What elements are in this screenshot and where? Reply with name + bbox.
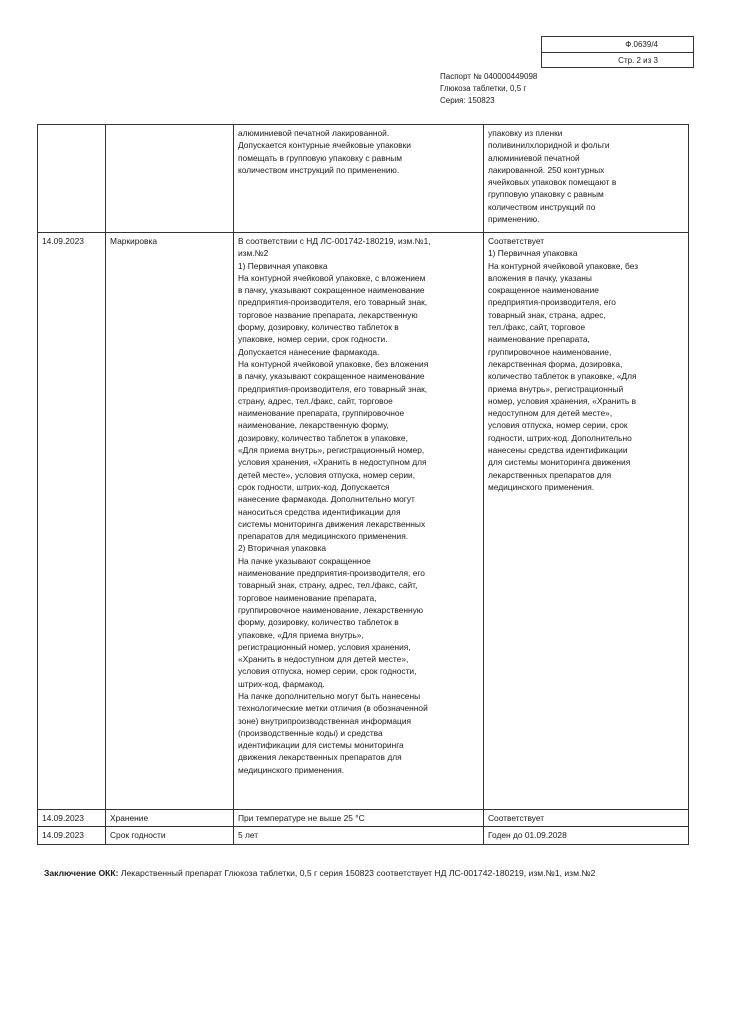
requirement-line: торговое название препарата, лекарственную (238, 309, 418, 320)
result-line: нанесены средства идентификации (488, 445, 628, 456)
requirement-line: «Для приема внутрь», регистрационный номер, (238, 445, 425, 456)
requirement-line: упаковке, «Для приема внутрь», (238, 629, 364, 640)
requirement-line: При температуре не выше 25 °С (238, 813, 365, 823)
result-line: недоступном для детей месте», (488, 408, 613, 419)
requirement-line: условия хранения, «Хранить в недоступном для (238, 457, 427, 468)
result-line: групповую упаковку с равным (488, 189, 604, 200)
passport-header (440, 71, 537, 107)
passport-product: Глюкоза таблетки, 0,5 г (440, 84, 527, 93)
table-row (38, 827, 689, 844)
requirement-line: наноситься средства идентификации для (238, 506, 401, 517)
result-line: предприятия-производителя, его (488, 297, 616, 308)
requirement-line: нанесение фармакода. Дополнительно могут (238, 494, 415, 505)
result-line: для системы мониторинга движения (488, 457, 631, 468)
result-line: лакированной. 250 контурных (488, 164, 605, 175)
test-date: 14.09.2023 (38, 233, 106, 810)
table-row (38, 810, 689, 827)
requirement-cell (234, 125, 484, 233)
requirement-line: количеством инструкций по применению. (238, 164, 400, 175)
result-line: упаковку из пленки (488, 128, 563, 138)
page-number: Стр. 2 из 3 (542, 52, 693, 68)
requirement-line: 2) Вторичная упаковка (238, 543, 327, 554)
requirement-line: препаратов для медицинского применения. (238, 531, 409, 542)
result-line: Соответствует (488, 236, 545, 246)
result-line: лекарственная форма, дозировка, (488, 358, 623, 369)
result-line: 1) Первичная упаковка (488, 248, 578, 259)
requirement-line: товарный знак, страну, адрес, тел./факс, сайт, (238, 580, 418, 591)
requirement-line: На контурной ячейковой упаковке, с вложением (238, 272, 426, 283)
result-line: Соответствует (488, 813, 545, 823)
requirement-line: форму, дозировку, количество таблеток в (238, 322, 399, 333)
conclusion (44, 865, 604, 881)
requirement-line: «Хранить в недоступном для детей месте», (238, 654, 409, 665)
passport-number: Паспорт № 040000449098 (440, 72, 538, 81)
requirement-line: В соответствии с НД ЛС-001742-180219, изм.№1, (238, 236, 431, 246)
result-line: количеством инструкций по (488, 201, 596, 212)
requirement-line: Допускается контурные ячейковые упаковки (238, 140, 411, 151)
requirement-line: в пачку, указывают сокращенное наименование (238, 371, 425, 382)
requirement-line: наименование препарата, группировочное (238, 408, 405, 419)
requirement-line: торговое наименование препарата, (238, 592, 377, 603)
requirement-line: штрих-код, фармакод. (238, 678, 325, 689)
requirement-line: предприятия-производителя, его товарный знак, (238, 297, 428, 308)
result-line: наименование препарата, (488, 334, 590, 345)
test-name: Срок годности (106, 827, 234, 844)
result-line: группировочное наименование, (488, 346, 612, 357)
result-cell (484, 827, 689, 844)
result-line: поливинилхлоридной и фольги (488, 140, 610, 151)
requirement-line: Допускается нанесение фармакода. (238, 346, 380, 357)
requirement-line: форму, дозировку, количество таблеток в (238, 617, 399, 628)
table-row (38, 233, 689, 810)
form-code: Ф.0639/4 (625, 40, 658, 49)
requirement-line: помещать в групповую упаковку с равным (238, 152, 403, 163)
result-line: номер, условия хранения, «Хранить в (488, 395, 637, 406)
result-line: тел./факс, сайт, торговое (488, 322, 586, 333)
requirement-line: зоне) внутрипроизводственная информация (238, 715, 412, 726)
result-line: На контурной ячейковой упаковке, без (488, 260, 639, 271)
requirement-line: страну, адрес, тел./факс, сайт, торговое (238, 395, 393, 406)
requirement-line: идентификации для системы мониторинга (238, 740, 404, 751)
conclusion-text: Лекарственный препарат Глюкоза таблетки, 0,5 г серия 150823 соответствует НД ЛС-001742-180219, изм.№1, изм.№2 (120, 868, 596, 878)
requirement-line: предприятия-производителя, его товарный знак, (238, 383, 428, 394)
result-line: количество таблеток в упаковке, «Для (488, 371, 637, 382)
result-line: условия отпуска, номер серии, срок (488, 420, 628, 431)
test-name (106, 125, 234, 233)
result-cell (484, 810, 689, 827)
result-line: приема внутрь», регистрационный (488, 383, 624, 394)
test-name: Маркировка (106, 233, 234, 810)
result-line: медицинского применения. (488, 481, 595, 492)
requirement-line: детей месте», условия отпуска, номер серии, (238, 469, 416, 480)
requirement-line: регистрационный номер, условия хранения, (238, 641, 411, 652)
result-line: ячейковых упаковок помещают в (488, 177, 617, 188)
requirement-line: упаковке, номер серии, срок годности. (238, 334, 388, 345)
requirement-cell (234, 827, 484, 844)
requirement-line: изм.№2 (238, 248, 269, 259)
result-cell (484, 125, 689, 233)
requirement-line: На пачке дополнительно могут быть нанесены (238, 690, 421, 701)
test-date (38, 125, 106, 233)
requirement-line: алюминиевой печатной лакированной. (238, 128, 390, 138)
requirement-line: дозировку, количество таблеток в упаковке, (238, 432, 408, 443)
requirement-line: в пачку, указывают сокращенное наименование (238, 285, 425, 296)
requirement-line: наименование, лекарственную форму, (238, 420, 389, 431)
table-row (38, 125, 689, 233)
result-line: лекарственных препаратов для (488, 469, 612, 480)
result-line: вложения в пачку, указаны (488, 272, 592, 283)
requirement-line: На контурной ячейковой упаковке, без вложения (238, 358, 429, 369)
requirement-line: группировочное наименование, лекарственную (238, 604, 424, 615)
result-cell (484, 233, 689, 810)
result-line: сокращенное наименование (488, 285, 599, 296)
result-line: применению. (488, 214, 540, 225)
requirement-line: технологические метки отличия (в обозначенной (238, 703, 428, 714)
test-date: 14.09.2023 (38, 827, 106, 844)
requirement-cell (234, 233, 484, 810)
requirement-line: системы мониторинга движения лекарственных (238, 518, 426, 529)
test-name: Хранение (106, 810, 234, 827)
requirement-line: 1) Первичная упаковка (238, 260, 328, 271)
requirement-line: На пачке указывают сокращенное (238, 555, 371, 566)
requirement-line: 5 лет (238, 830, 259, 841)
requirement-line: срок годности, штрих-код. Допускается (238, 481, 390, 492)
requirement-line: (производственные коды) и средства (238, 727, 383, 738)
results-table (37, 124, 689, 845)
form-code-box (541, 36, 694, 68)
result-line: товарный знак, страна, адрес, (488, 309, 606, 320)
result-line: годности, штрих-код. Дополнительно (488, 432, 632, 443)
passport-series: Серия: 150823 (440, 96, 495, 105)
requirement-cell (234, 810, 484, 827)
result-line: Годен до 01.09.2028 (488, 830, 567, 841)
test-date: 14.09.2023 (38, 810, 106, 827)
requirement-line: медицинского применения. (238, 764, 345, 775)
result-line: алюминиевой печатной (488, 152, 580, 163)
requirement-line: движения лекарственных препаратов для (238, 752, 402, 763)
conclusion-label: Заключение ОКК: (44, 868, 119, 878)
requirement-line: условия отпуска, номер серии, срок годности, (238, 666, 417, 677)
requirement-line: наименование предприятия-производителя, его (238, 568, 425, 579)
